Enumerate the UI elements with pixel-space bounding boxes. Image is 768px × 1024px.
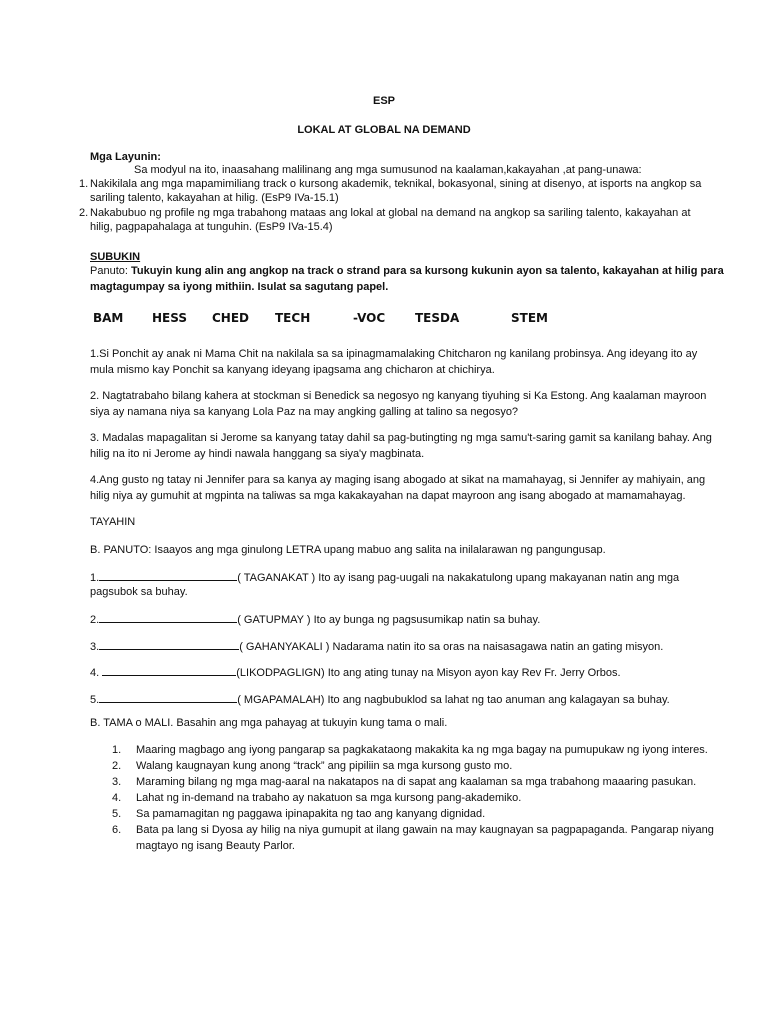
answer-blank[interactable] — [99, 638, 239, 650]
panuto-instruction: Tukuyin kung alin ang angkop na track o strand para sa kursong kukunin ayon sa talento, kakayahan at hilig para — [130, 265, 724, 277]
track-label: BAM — [93, 311, 124, 325]
track-label: TESDA — [415, 311, 460, 325]
track-label: STEM — [511, 311, 548, 325]
statement-number: 3. — [112, 776, 122, 788]
statement-number: 4. — [112, 792, 122, 804]
scrambled-word: ( GATUPMAY ) — [237, 614, 311, 626]
scrambled-word: (LIKODPAGLIGN) — [236, 667, 325, 679]
item-description: Nadarama natin ito sa oras na naisasagawa natin an gating misyon. — [329, 641, 664, 653]
track-label: TECH — [275, 311, 311, 325]
item-number: 3. — [90, 641, 100, 653]
question-text-cont: hilig na ito ni Jerome ay hindi nawala hanggang sa siya'y magbinata. — [90, 448, 425, 460]
objective-number: 1. — [79, 178, 89, 190]
tayahin-heading: TAYAHIN — [90, 516, 136, 528]
objective-text-cont: sariling talento, kakayahan at hilig. (EsP9 IVa-15.1) — [90, 192, 339, 204]
fill-blank-item — [90, 691, 670, 708]
statement-text: Maaring magbago ang iyong pangarap sa pagkakataong makakita ka ng mga bagay na pumupukaw ng iyong interes. — [136, 744, 708, 756]
panuto-instruction-cont: magtagumpay sa iyong mithiin. Isulat sa sagutang papel. — [90, 281, 389, 293]
item-description-cont: pagsubok sa buhay. — [90, 586, 188, 598]
item-description: Ito ang nagbubuklod sa lahat ng tao anuman ang kalagayan sa buhay. — [324, 694, 670, 706]
answer-blank[interactable] — [102, 664, 236, 676]
question-text-cont: hilig niya ay gumuhit at mgpinta na taliwas sa mga kakakayahan na dapat mayroon ang isang abogado at mamamahayag. — [90, 490, 686, 502]
answer-blank[interactable] — [99, 611, 237, 623]
objectives-heading: Mga Layunin: — [90, 151, 161, 163]
statement-text-cont: magtayo ng isang Beauty Parlor. — [136, 840, 295, 852]
objective-text: Nakabubuo ng profile ng mga trabahong mataas ang lokal at global na demand na angkop sa sariling talento, kakayahan at — [90, 207, 691, 219]
question-text-cont: siya ay namana niya sa kanyang Lola Paz na may angking galling at talino sa negosyo? — [90, 406, 519, 418]
question-text-cont: mula mismo kay Ponchit sa kanyang ideyang ipagsama ang chicharon at chichirya. — [90, 364, 495, 376]
panuto-label: Panuto: — [90, 265, 128, 277]
fill-blank-item — [90, 638, 663, 655]
statement-text: Sa pamamagitan ng paggawa ipinapakita ng tao ang kanyang dignidad. — [136, 808, 486, 820]
answer-blank[interactable] — [99, 691, 237, 703]
document-title: LOKAL AT GLOBAL NA DEMAND — [297, 124, 471, 136]
question-text: 4.Ang gusto ng tatay ni Jennifer para sa kanya ay maging isang abogado at sikat na mamahayag, si Jennifer ay mahiyain, ang — [90, 474, 706, 486]
question-text: 1.Si Ponchit ay anak ni Mama Chit na nakilala sa sa ipinagmamalaking Chitcharon ng kanilang probinsya. Ang ideyang ito ay — [90, 348, 698, 360]
question-text: 2. Nagtatrabaho bilang kahera at stockman si Benedick sa negosyo ng kanyang tiyuhing si Ka Estong. Ang kaalaman mayroon — [90, 390, 707, 402]
statement-number: 2. — [112, 760, 122, 772]
subukin-heading: SUBUKIN — [90, 251, 141, 263]
scrambled-word: ( TAGANAKAT ) — [237, 572, 316, 584]
item-description: Ito ay isang pag-uugali na nakakatulong upang makayanan natin ang mga — [315, 572, 680, 584]
question-text: 3. Madalas mapagalitan si Jerome sa kanyang tatay dahil sa pag-butingting ng mga samu't-saring gamit sa kanilang bahay. Ang — [90, 432, 712, 444]
statement-number: 1. — [112, 744, 122, 756]
track-label: HESS — [152, 311, 187, 325]
item-description: Ito ang ating tunay na Misyon ayon kay Rev Fr. Jerry Orbos. — [324, 667, 621, 679]
track-label: -VOC — [353, 311, 386, 325]
fill-blank-item — [90, 611, 540, 628]
statement-text: Lahat ng in-demand na trabaho ay nakatuon sa mga kursong pang-akademiko. — [136, 792, 522, 804]
tayahin-panuto: B. PANUTO: Isaayos ang mga ginulong LETRA upang mabuo ang salita na inilalarawan ng pangungusap. — [90, 544, 606, 556]
answer-blank[interactable] — [99, 569, 237, 581]
item-number: 2. — [90, 614, 100, 626]
fill-blank-item — [90, 664, 621, 681]
statement-text: Bata pa lang si Dyosa ay hilig na niya gumupit at ilang gawain na may kaugnayan sa pagpapaganda. Pangarap niyang — [136, 824, 714, 836]
item-number: 1. — [90, 572, 100, 584]
objective-text-cont: hilig, pagpapahalaga at tunguhin. (EsP9 IVa-15.4) — [90, 221, 333, 233]
objective-number: 2. — [79, 207, 89, 219]
subject-title: ESP — [372, 95, 395, 107]
objectives-intro: Sa modyul na ito, inaasahang malilinang ang mga sumusunod na kaalaman,kakayahan ,at pang-unawa: — [134, 164, 642, 176]
objective-text: Nakikilala ang mga mapamimiliang track o kursong akademik, teknikal, bokasyonal, sining at disenyo, at isports na angkop sa — [90, 178, 702, 190]
item-number: 4. — [90, 667, 103, 679]
panuto-line — [90, 264, 724, 279]
scrambled-word: ( GAHANYAKALI ) — [239, 641, 330, 653]
statement-text: Walang kaugnayan kung anong “track” ang pipiliin sa mga kursong gusto mo. — [136, 760, 513, 772]
item-description: Ito ay bunga ng pagsusumikap natin sa buhay. — [310, 614, 541, 626]
statement-number: 6. — [112, 824, 122, 836]
scrambled-word: ( MGAPAMALAH) — [237, 694, 325, 706]
item-number: 5. — [90, 694, 100, 706]
tama-mali-heading: B. TAMA o MALI. Basahin ang mga pahayag at tukuyin kung tama o mali. — [90, 717, 448, 729]
track-label: CHED — [212, 311, 250, 325]
statement-text: Maraming bilang ng mga mag-aaral na nakatapos na di sapat ang kaalaman sa mga trabahong maaaring pasukan. — [136, 776, 697, 788]
fill-blank-item — [90, 569, 679, 586]
statement-number: 5. — [112, 808, 122, 820]
